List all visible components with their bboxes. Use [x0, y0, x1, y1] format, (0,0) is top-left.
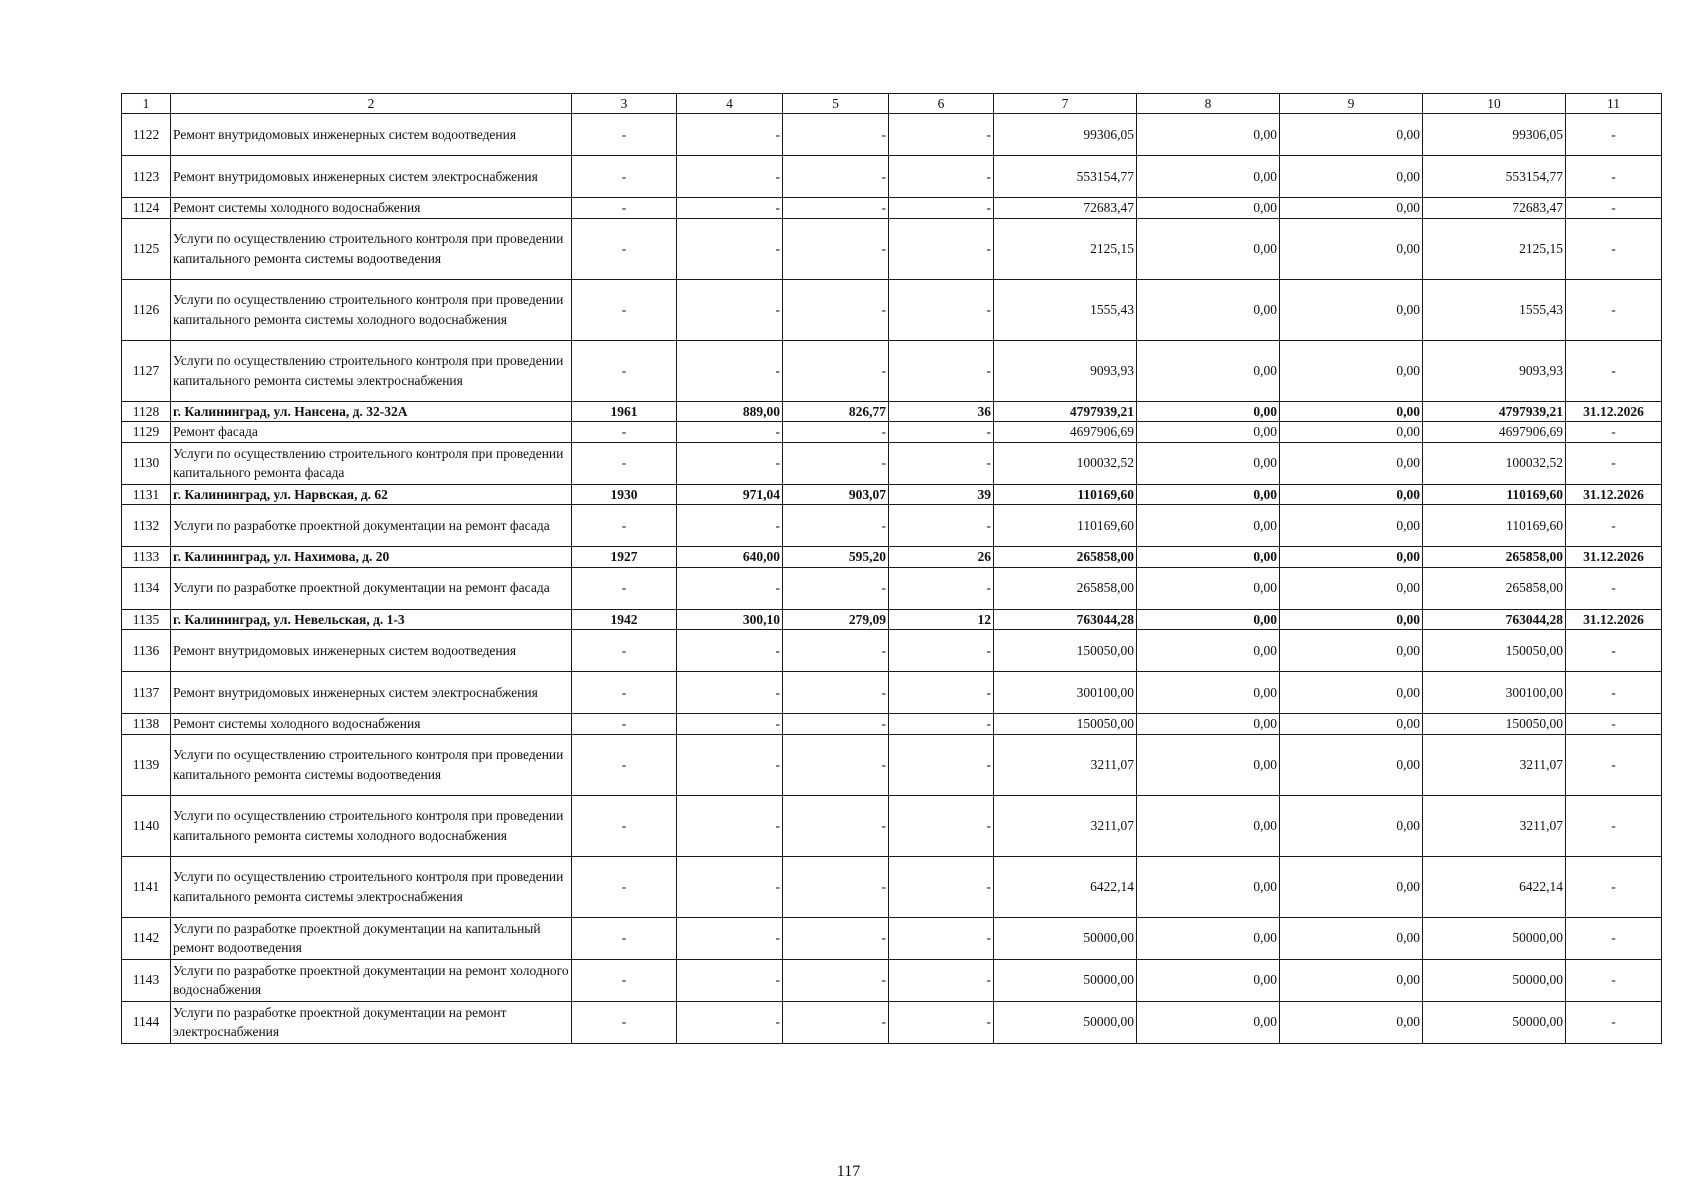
deadline-cell: -	[1566, 714, 1662, 735]
header-cell: 2	[171, 94, 572, 114]
build-year-cell: -	[572, 340, 677, 401]
deadline-cell: -	[1566, 672, 1662, 714]
row-number-cell: 1134	[122, 567, 171, 609]
deadline-cell: -	[1566, 198, 1662, 219]
living-area-cell: -	[783, 714, 889, 735]
total-cost-cell: 150050,00	[994, 714, 1137, 735]
owners-cost-cell: 1555,43	[1423, 279, 1566, 340]
address-row	[122, 609, 1662, 630]
living-area-cell: -	[783, 672, 889, 714]
deadline-cell: -	[1566, 630, 1662, 672]
row-number-cell: 1132	[122, 505, 171, 547]
deadline-cell: -	[1566, 422, 1662, 443]
table-row	[122, 567, 1662, 609]
deadline-cell: -	[1566, 959, 1662, 1001]
row-number-cell: 1126	[122, 279, 171, 340]
row-number-cell: 1139	[122, 734, 171, 795]
total-area-cell: -	[677, 156, 783, 198]
deadline-cell: -	[1566, 567, 1662, 609]
owners-cost-cell: 150050,00	[1423, 630, 1566, 672]
deadline-cell: -	[1566, 114, 1662, 156]
row-name-cell: Услуги по осуществлению строительного контроля при проведении капитального ремонта системы электроснабжения	[171, 856, 572, 917]
deadline-cell: -	[1566, 856, 1662, 917]
table-row	[122, 672, 1662, 714]
total-area-cell: -	[677, 422, 783, 443]
living-area-cell: -	[783, 198, 889, 219]
row-name-cell: г. Калининград, ул. Нансена, д. 32-32А	[171, 401, 572, 422]
residents-count-cell: -	[889, 505, 994, 547]
fund-cost-cell: 0,00	[1137, 734, 1280, 795]
total-cost-cell: 300100,00	[994, 672, 1137, 714]
build-year-cell: -	[572, 422, 677, 443]
living-area-cell: 826,77	[783, 401, 889, 422]
fund-cost-cell: 0,00	[1137, 198, 1280, 219]
deadline-cell: -	[1566, 340, 1662, 401]
owners-cost-cell: 50000,00	[1423, 1001, 1566, 1043]
total-area-cell: 889,00	[677, 401, 783, 422]
build-year-cell: -	[572, 856, 677, 917]
fund-cost-cell: 0,00	[1137, 672, 1280, 714]
fund-cost-cell: 0,00	[1137, 484, 1280, 505]
row-name-cell: Услуги по разработке проектной документации на капитальный ремонт водоотведения	[171, 917, 572, 959]
residents-count-cell: -	[889, 856, 994, 917]
row-name-cell: Ремонт внутридомовых инженерных систем электроснабжения	[171, 672, 572, 714]
owners-cost-cell: 150050,00	[1423, 714, 1566, 735]
fund-cost-cell: 0,00	[1137, 114, 1280, 156]
build-year-cell: -	[572, 714, 677, 735]
build-year-cell: 1927	[572, 547, 677, 568]
residents-count-cell: -	[889, 734, 994, 795]
header-row	[122, 94, 1662, 114]
residents-count-cell: 12	[889, 609, 994, 630]
fund-cost-cell: 0,00	[1137, 917, 1280, 959]
total-cost-cell: 763044,28	[994, 609, 1137, 630]
total-area-cell: -	[677, 198, 783, 219]
budget-cost-cell: 0,00	[1280, 609, 1423, 630]
row-number-cell: 1142	[122, 917, 171, 959]
residents-count-cell: -	[889, 442, 994, 484]
total-cost-cell: 2125,15	[994, 218, 1137, 279]
build-year-cell: -	[572, 795, 677, 856]
budget-cost-cell: 0,00	[1280, 917, 1423, 959]
fund-cost-cell: 0,00	[1137, 505, 1280, 547]
fund-cost-cell: 0,00	[1137, 609, 1280, 630]
build-year-cell: 1930	[572, 484, 677, 505]
total-area-cell: -	[677, 795, 783, 856]
header-cell: 7	[994, 94, 1137, 114]
total-area-cell: -	[677, 279, 783, 340]
owners-cost-cell: 72683,47	[1423, 198, 1566, 219]
table-row	[122, 734, 1662, 795]
residents-count-cell: -	[889, 422, 994, 443]
row-name-cell: Ремонт внутридомовых инженерных систем водоотведения	[171, 630, 572, 672]
fund-cost-cell: 0,00	[1137, 279, 1280, 340]
total-area-cell: -	[677, 505, 783, 547]
row-number-cell: 1130	[122, 442, 171, 484]
budget-cost-cell: 0,00	[1280, 442, 1423, 484]
total-cost-cell: 110169,60	[994, 505, 1137, 547]
deadline-cell: 31.12.2026	[1566, 609, 1662, 630]
row-number-cell: 1123	[122, 156, 171, 198]
row-number-cell: 1144	[122, 1001, 171, 1043]
total-cost-cell: 50000,00	[994, 959, 1137, 1001]
living-area-cell: 903,07	[783, 484, 889, 505]
table-body	[122, 114, 1662, 1044]
build-year-cell: -	[572, 198, 677, 219]
total-cost-cell: 265858,00	[994, 567, 1137, 609]
total-area-cell: -	[677, 630, 783, 672]
row-number-cell: 1125	[122, 218, 171, 279]
row-name-cell: Ремонт системы холодного водоснабжения	[171, 714, 572, 735]
row-name-cell: Услуги по осуществлению строительного контроля при проведении капитального ремонта системы холодного водоснабжения	[171, 795, 572, 856]
total-cost-cell: 553154,77	[994, 156, 1137, 198]
row-name-cell: Ремонт фасада	[171, 422, 572, 443]
total-area-cell: -	[677, 1001, 783, 1043]
budget-cost-cell: 0,00	[1280, 714, 1423, 735]
budget-cost-cell: 0,00	[1280, 630, 1423, 672]
owners-cost-cell: 265858,00	[1423, 567, 1566, 609]
total-area-cell: 971,04	[677, 484, 783, 505]
table-row	[122, 442, 1662, 484]
fund-cost-cell: 0,00	[1137, 856, 1280, 917]
build-year-cell: -	[572, 567, 677, 609]
owners-cost-cell: 265858,00	[1423, 547, 1566, 568]
table-row	[122, 795, 1662, 856]
row-number-cell: 1129	[122, 422, 171, 443]
residents-count-cell: -	[889, 198, 994, 219]
budget-cost-cell: 0,00	[1280, 959, 1423, 1001]
owners-cost-cell: 3211,07	[1423, 795, 1566, 856]
budget-cost-cell: 0,00	[1280, 218, 1423, 279]
residents-count-cell: -	[889, 714, 994, 735]
row-number-cell: 1141	[122, 856, 171, 917]
budget-cost-cell: 0,00	[1280, 198, 1423, 219]
table-row	[122, 630, 1662, 672]
residents-count-cell: -	[889, 114, 994, 156]
row-number-cell: 1138	[122, 714, 171, 735]
build-year-cell: -	[572, 1001, 677, 1043]
fund-cost-cell: 0,00	[1137, 567, 1280, 609]
deadline-cell: -	[1566, 218, 1662, 279]
fund-cost-cell: 0,00	[1137, 959, 1280, 1001]
owners-cost-cell: 2125,15	[1423, 218, 1566, 279]
living-area-cell: 279,09	[783, 609, 889, 630]
living-area-cell: -	[783, 156, 889, 198]
row-number-cell: 1140	[122, 795, 171, 856]
row-name-cell: Услуги по разработке проектной документации на ремонт электроснабжения	[171, 1001, 572, 1043]
living-area-cell: -	[783, 505, 889, 547]
fund-cost-cell: 0,00	[1137, 422, 1280, 443]
total-cost-cell: 3211,07	[994, 734, 1137, 795]
fund-cost-cell: 0,00	[1137, 442, 1280, 484]
budget-cost-cell: 0,00	[1280, 567, 1423, 609]
row-name-cell: г. Калининград, ул. Нарвская, д. 62	[171, 484, 572, 505]
row-number-cell: 1137	[122, 672, 171, 714]
row-number-cell: 1133	[122, 547, 171, 568]
budget-cost-cell: 0,00	[1280, 114, 1423, 156]
table-row	[122, 959, 1662, 1001]
build-year-cell: -	[572, 279, 677, 340]
row-number-cell: 1127	[122, 340, 171, 401]
budget-cost-cell: 0,00	[1280, 856, 1423, 917]
table-row	[122, 156, 1662, 198]
deadline-cell: -	[1566, 795, 1662, 856]
living-area-cell: -	[783, 218, 889, 279]
build-year-cell: -	[572, 672, 677, 714]
living-area-cell: -	[783, 856, 889, 917]
address-row	[122, 484, 1662, 505]
row-name-cell: Ремонт системы холодного водоснабжения	[171, 198, 572, 219]
total-area-cell: -	[677, 734, 783, 795]
total-cost-cell: 50000,00	[994, 1001, 1137, 1043]
budget-cost-cell: 0,00	[1280, 422, 1423, 443]
build-year-cell: -	[572, 218, 677, 279]
row-name-cell: Услуги по осуществлению строительного контроля при проведении капитального ремонта фасада	[171, 442, 572, 484]
row-name-cell: г. Калининград, ул. Невельская, д. 1-3	[171, 609, 572, 630]
build-year-cell: -	[572, 917, 677, 959]
residents-count-cell: -	[889, 567, 994, 609]
owners-cost-cell: 50000,00	[1423, 917, 1566, 959]
table-row	[122, 422, 1662, 443]
total-area-cell: -	[677, 959, 783, 1001]
total-area-cell: -	[677, 340, 783, 401]
table-row	[122, 340, 1662, 401]
owners-cost-cell: 110169,60	[1423, 505, 1566, 547]
budget-cost-cell: 0,00	[1280, 156, 1423, 198]
row-name-cell: Услуги по осуществлению строительного контроля при проведении капитального ремонта системы водоотведения	[171, 734, 572, 795]
build-year-cell: -	[572, 734, 677, 795]
deadline-cell: 31.12.2026	[1566, 401, 1662, 422]
fund-cost-cell: 0,00	[1137, 630, 1280, 672]
budget-cost-cell: 0,00	[1280, 734, 1423, 795]
build-year-cell: -	[572, 630, 677, 672]
budget-cost-cell: 0,00	[1280, 1001, 1423, 1043]
deadline-cell: -	[1566, 505, 1662, 547]
row-name-cell: Услуги по осуществлению строительного контроля при проведении капитального ремонта системы электроснабжения	[171, 340, 572, 401]
total-cost-cell: 100032,52	[994, 442, 1137, 484]
row-number-cell: 1143	[122, 959, 171, 1001]
residents-count-cell: -	[889, 156, 994, 198]
living-area-cell: -	[783, 340, 889, 401]
total-cost-cell: 6422,14	[994, 856, 1137, 917]
fund-cost-cell: 0,00	[1137, 401, 1280, 422]
total-cost-cell: 99306,05	[994, 114, 1137, 156]
budget-cost-cell: 0,00	[1280, 672, 1423, 714]
total-cost-cell: 265858,00	[994, 547, 1137, 568]
address-row	[122, 401, 1662, 422]
total-area-cell: 640,00	[677, 547, 783, 568]
row-name-cell: Услуги по осуществлению строительного контроля при проведении капитального ремонта системы водоотведения	[171, 218, 572, 279]
address-row	[122, 547, 1662, 568]
total-area-cell: -	[677, 917, 783, 959]
fund-cost-cell: 0,00	[1137, 156, 1280, 198]
header-cell: 4	[677, 94, 783, 114]
total-area-cell: 300,10	[677, 609, 783, 630]
total-area-cell: -	[677, 567, 783, 609]
row-number-cell: 1124	[122, 198, 171, 219]
total-cost-cell: 4697906,69	[994, 422, 1137, 443]
owners-cost-cell: 100032,52	[1423, 442, 1566, 484]
deadline-cell: -	[1566, 734, 1662, 795]
owners-cost-cell: 4797939,21	[1423, 401, 1566, 422]
owners-cost-cell: 99306,05	[1423, 114, 1566, 156]
living-area-cell: -	[783, 734, 889, 795]
table-row	[122, 198, 1662, 219]
header-cell: 5	[783, 94, 889, 114]
header-cell: 10	[1423, 94, 1566, 114]
header-cell: 3	[572, 94, 677, 114]
fund-cost-cell: 0,00	[1137, 714, 1280, 735]
residents-count-cell: -	[889, 1001, 994, 1043]
header-cell: 9	[1280, 94, 1423, 114]
living-area-cell: -	[783, 567, 889, 609]
header-cell: 1	[122, 94, 171, 114]
owners-cost-cell: 3211,07	[1423, 734, 1566, 795]
row-name-cell: Услуги по разработке проектной документации на ремонт холодного водоснабжения	[171, 959, 572, 1001]
total-area-cell: -	[677, 442, 783, 484]
living-area-cell: -	[783, 795, 889, 856]
residents-count-cell: -	[889, 959, 994, 1001]
living-area-cell: -	[783, 917, 889, 959]
row-name-cell: г. Калининград, ул. Нахимова, д. 20	[171, 547, 572, 568]
residents-count-cell: 26	[889, 547, 994, 568]
deadline-cell: -	[1566, 156, 1662, 198]
row-name-cell: Услуги по разработке проектной документации на ремонт фасада	[171, 505, 572, 547]
owners-cost-cell: 763044,28	[1423, 609, 1566, 630]
total-area-cell: -	[677, 114, 783, 156]
living-area-cell: -	[783, 630, 889, 672]
budget-cost-cell: 0,00	[1280, 547, 1423, 568]
budget-cost-cell: 0,00	[1280, 484, 1423, 505]
deadline-cell: 31.12.2026	[1566, 547, 1662, 568]
build-year-cell: 1961	[572, 401, 677, 422]
row-number-cell: 1131	[122, 484, 171, 505]
row-number-cell: 1122	[122, 114, 171, 156]
row-number-cell: 1136	[122, 630, 171, 672]
living-area-cell: -	[783, 1001, 889, 1043]
row-name-cell: Услуги по осуществлению строительного контроля при проведении капитального ремонта системы холодного водоснабжения	[171, 279, 572, 340]
residents-count-cell: -	[889, 340, 994, 401]
table-row	[122, 218, 1662, 279]
build-year-cell: 1942	[572, 609, 677, 630]
total-cost-cell: 1555,43	[994, 279, 1137, 340]
owners-cost-cell: 6422,14	[1423, 856, 1566, 917]
living-area-cell: -	[783, 442, 889, 484]
total-cost-cell: 3211,07	[994, 795, 1137, 856]
residents-count-cell: 36	[889, 401, 994, 422]
deadline-cell: -	[1566, 279, 1662, 340]
total-cost-cell: 9093,93	[994, 340, 1137, 401]
residents-count-cell: -	[889, 218, 994, 279]
total-area-cell: -	[677, 856, 783, 917]
budget-cost-cell: 0,00	[1280, 279, 1423, 340]
header-cell: 6	[889, 94, 994, 114]
build-year-cell: -	[572, 505, 677, 547]
build-year-cell: -	[572, 442, 677, 484]
row-name-cell: Ремонт внутридомовых инженерных систем электроснабжения	[171, 156, 572, 198]
deadline-cell: 31.12.2026	[1566, 484, 1662, 505]
total-area-cell: -	[677, 672, 783, 714]
owners-cost-cell: 50000,00	[1423, 959, 1566, 1001]
owners-cost-cell: 9093,93	[1423, 340, 1566, 401]
residents-count-cell: -	[889, 279, 994, 340]
total-area-cell: -	[677, 218, 783, 279]
table-row	[122, 114, 1662, 156]
living-area-cell: -	[783, 279, 889, 340]
living-area-cell: -	[783, 114, 889, 156]
build-year-cell: -	[572, 156, 677, 198]
column-number-header	[122, 94, 1662, 114]
residents-count-cell: -	[889, 630, 994, 672]
budget-cost-cell: 0,00	[1280, 795, 1423, 856]
table-row	[122, 505, 1662, 547]
owners-cost-cell: 553154,77	[1423, 156, 1566, 198]
table-row	[122, 714, 1662, 735]
residents-count-cell: -	[889, 917, 994, 959]
fund-cost-cell: 0,00	[1137, 795, 1280, 856]
table-row	[122, 856, 1662, 917]
residents-count-cell: 39	[889, 484, 994, 505]
header-cell: 11	[1566, 94, 1662, 114]
row-name-cell: Ремонт внутридомовых инженерных систем водоотведения	[171, 114, 572, 156]
total-cost-cell: 50000,00	[994, 917, 1137, 959]
budget-cost-cell: 0,00	[1280, 340, 1423, 401]
deadline-cell: -	[1566, 442, 1662, 484]
residents-count-cell: -	[889, 672, 994, 714]
table-row	[122, 279, 1662, 340]
fund-cost-cell: 0,00	[1137, 340, 1280, 401]
owners-cost-cell: 300100,00	[1423, 672, 1566, 714]
row-number-cell: 1135	[122, 609, 171, 630]
total-cost-cell: 150050,00	[994, 630, 1137, 672]
build-year-cell: -	[572, 959, 677, 1001]
fund-cost-cell: 0,00	[1137, 218, 1280, 279]
repair-program-table	[121, 93, 1662, 1044]
budget-cost-cell: 0,00	[1280, 401, 1423, 422]
table-row	[122, 1001, 1662, 1043]
deadline-cell: -	[1566, 917, 1662, 959]
budget-cost-cell: 0,00	[1280, 505, 1423, 547]
build-year-cell: -	[572, 114, 677, 156]
owners-cost-cell: 4697906,69	[1423, 422, 1566, 443]
deadline-cell: -	[1566, 1001, 1662, 1043]
total-cost-cell: 4797939,21	[994, 401, 1137, 422]
total-area-cell: -	[677, 714, 783, 735]
header-cell: 8	[1137, 94, 1280, 114]
fund-cost-cell: 0,00	[1137, 1001, 1280, 1043]
row-name-cell: Услуги по разработке проектной документации на ремонт фасада	[171, 567, 572, 609]
living-area-cell: -	[783, 959, 889, 1001]
total-cost-cell: 72683,47	[994, 198, 1137, 219]
table-row	[122, 917, 1662, 959]
owners-cost-cell: 110169,60	[1423, 484, 1566, 505]
living-area-cell: 595,20	[783, 547, 889, 568]
fund-cost-cell: 0,00	[1137, 547, 1280, 568]
residents-count-cell: -	[889, 795, 994, 856]
living-area-cell: -	[783, 422, 889, 443]
page-number: 117	[836, 1163, 861, 1180]
row-number-cell: 1128	[122, 401, 171, 422]
total-cost-cell: 110169,60	[994, 484, 1137, 505]
